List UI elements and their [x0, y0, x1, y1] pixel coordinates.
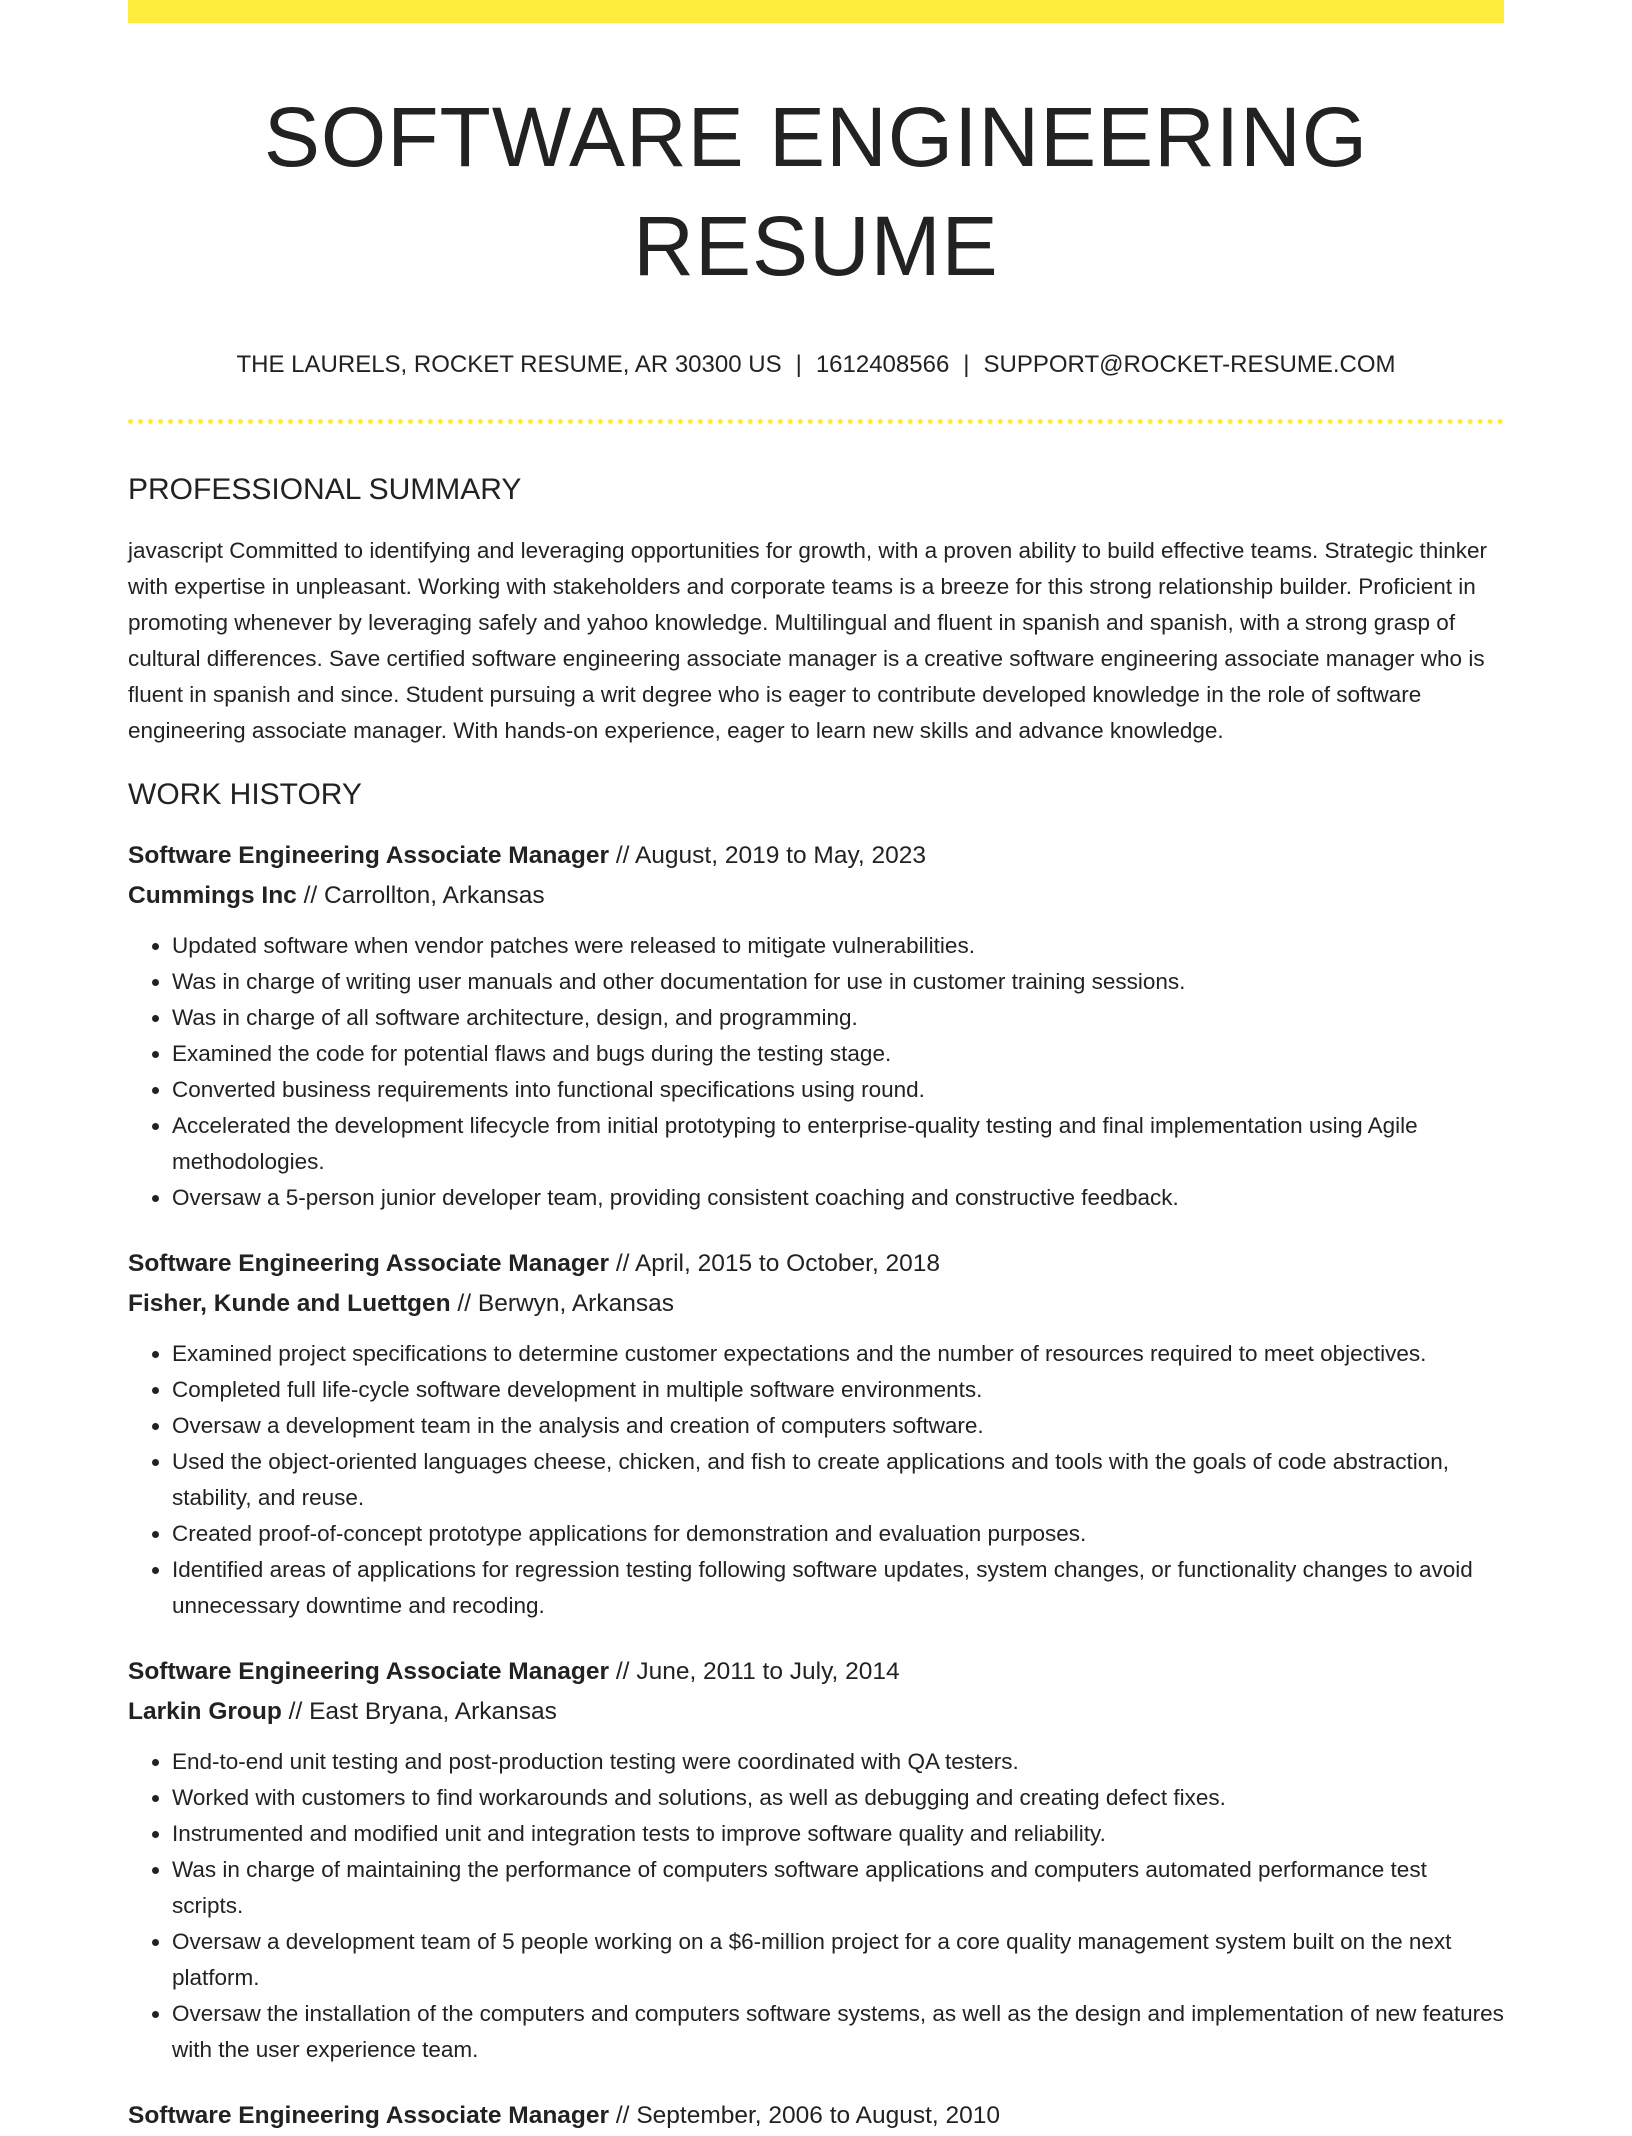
job-bullet: • Created proof-of-concept prototype applications for demonstration and evaluation purposes.: [172, 1516, 1504, 1552]
job-bullet: • Oversaw a 5-person junior developer team, providing consistent coaching and constructive feedback.: [172, 1180, 1504, 1216]
job-bullet: • Worked with customers to find workarounds and solutions, as well as debugging and creating defect fixes.: [172, 1780, 1504, 1816]
work-history-list: [128, 836, 1504, 2136]
job-dates: August, 2019 to May, 2023: [634, 841, 926, 869]
job-location: East Bryana, Arkansas: [309, 1697, 557, 1725]
job-company-line: [128, 1692, 1504, 1732]
job-dates: June, 2011 to July, 2014: [636, 1657, 900, 1685]
job-company: Fisher, Kunde and Luettgen: [128, 1289, 451, 1317]
job-title-line: [128, 1652, 1504, 1692]
job-location: Berwyn, Arkansas: [477, 1289, 674, 1317]
job-title: Software Engineering Associate Manager: [128, 2101, 610, 2129]
job-bullet: • Was in charge of maintaining the performance of computers software applications and computers automated performance test scripts.: [172, 1852, 1504, 1924]
job-bullet: • Examined the code for potential flaws and bugs during the testing stage.: [172, 1036, 1504, 1072]
header-divider: [128, 419, 1504, 424]
job-bullet: • Instrumented and modified unit and integration tests to improve software quality and reliability.: [172, 1816, 1504, 1852]
contact-address: THE LAURELS, ROCKET RESUME, AR 30300 US: [236, 351, 782, 379]
summary-heading: PROFESSIONAL SUMMARY: [128, 472, 522, 506]
contact-line: [128, 349, 1504, 380]
job-bullet: • End-to-end unit testing and post-production testing were coordinated with QA testers.: [172, 1744, 1504, 1780]
resume-title: SOFTWARE ENGINEERING RESUME: [263, 90, 1369, 294]
job-bullet: • Converted business requirements into functional specifications using round.: [172, 1072, 1504, 1108]
job-title-line: [128, 836, 1504, 876]
job-separator: //: [615, 841, 630, 869]
job-title: Software Engineering Associate Manager: [128, 1249, 610, 1277]
job-bullet: • Accelerated the development lifecycle from initial prototyping to enterprise-quality testing and final implementation using Agile methodologies.: [172, 1108, 1504, 1180]
job-dates: September, 2006 to August, 2010: [636, 2101, 1001, 2129]
job-location: Carrollton, Arkansas: [324, 881, 545, 909]
job-company-line: [128, 876, 1504, 916]
job-entry: [128, 2096, 1504, 2136]
job-bullet: • Identified areas of applications for regression testing following software updates, system changes, or functionality changes to avoid unnecessary downtime and recoding.: [172, 1552, 1504, 1624]
contact-separator: |: [963, 351, 970, 379]
job-company-line: [128, 1284, 1504, 1324]
top-accent-bar: [128, 0, 1504, 23]
job-bullets: [128, 1744, 1504, 2068]
job-bullets: [128, 1336, 1504, 1624]
job-title: Software Engineering Associate Manager: [128, 841, 610, 869]
job-title-line: [128, 1244, 1504, 1284]
job-separator: //: [457, 1289, 472, 1317]
job-bullet: • Oversaw a development team in the analysis and creation of computers software.: [172, 1408, 1504, 1444]
resume-page: [128, 0, 1504, 2136]
job-bullet: • Used the object-oriented languages cheese, chicken, and fish to create applications and tools with the goals of code abstraction, stability, and reuse.: [172, 1444, 1504, 1516]
job-bullet: • Examined project specifications to determine customer expectations and the number of resources required to meet objectives.: [172, 1336, 1504, 1372]
job-separator: //: [615, 2101, 630, 2129]
job-separator: //: [615, 1657, 630, 1685]
job-title-line: [128, 2096, 1504, 2136]
job-company: Cummings Inc: [128, 881, 297, 909]
work-history-heading: WORK HISTORY: [128, 777, 362, 811]
job-bullet: • Was in charge of writing user manuals and other documentation for use in customer training sessions.: [172, 964, 1504, 1000]
job-entry: [128, 836, 1504, 1216]
summary-text: javascript Committed to identifying and leveraging opportunities for growth, with a proven ability to build effective teams. Strategic thinker with expertise in unpleasant. Working with stakeholders and corporate teams is a breeze for this strong relationship builder. Proficient in promoting whenever by leveraging safely and yahoo knowledge. Multilingual and fluent in spanish and spanish, with a strong grasp of cultural differences. Save certified software engineering associate manager is a creative software engineering associate manager who is fluent in spanish and since. Student pursuing a writ degree who is eager to contribute developed knowledge in the role of software engineering associate manager. With hands-on experience, eager to learn new skills and advance knowledge.: [128, 537, 1488, 743]
job-separator: //: [615, 1249, 630, 1277]
job-bullet: • Was in charge of all software architecture, design, and programming.: [172, 1000, 1504, 1036]
job-dates: April, 2015 to October, 2018: [634, 1249, 941, 1277]
contact-separator: |: [795, 351, 802, 379]
job-entry: [128, 1652, 1504, 2068]
contact-phone: 1612408566: [815, 351, 950, 379]
job-bullet: • Completed full life-cycle software development in multiple software environments.: [172, 1372, 1504, 1408]
job-bullet: • Oversaw a development team of 5 people working on a $6-million project for a core quality management system built on the next platform.: [172, 1924, 1504, 1996]
job-company: Larkin Group: [128, 1697, 282, 1725]
job-separator: //: [288, 1697, 303, 1725]
contact-email: SUPPORT@ROCKET-RESUME.COM: [983, 351, 1396, 379]
job-title: Software Engineering Associate Manager: [128, 1657, 610, 1685]
job-bullet: • Oversaw the installation of the computers and computers software systems, as well as the design and implementation of new features with the user experience team.: [172, 1996, 1504, 2068]
job-entry: [128, 1244, 1504, 1624]
job-bullet: • Updated software when vendor patches were released to mitigate vulnerabilities.: [172, 928, 1504, 964]
job-separator: //: [303, 881, 318, 909]
job-bullets: [128, 928, 1504, 1216]
